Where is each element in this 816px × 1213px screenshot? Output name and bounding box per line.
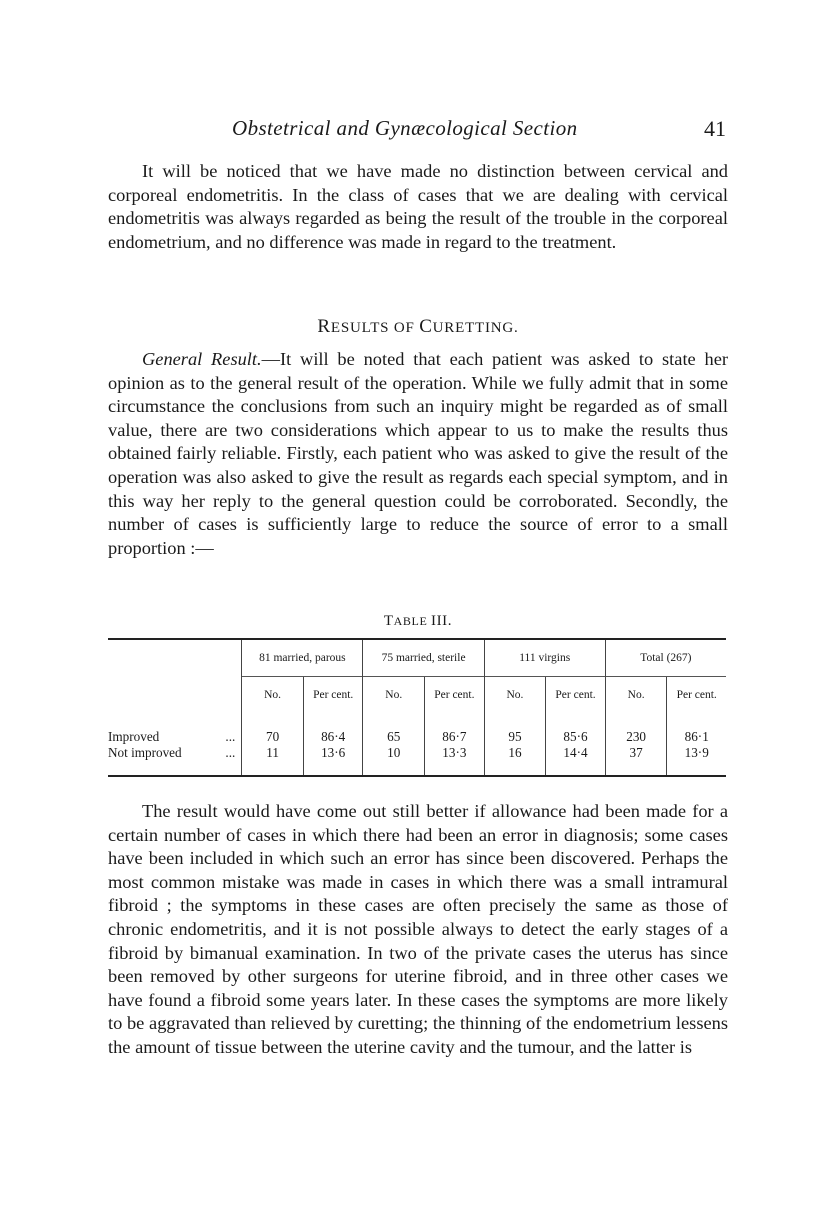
group-header: 111 virgins bbox=[484, 640, 605, 677]
table-subheader-row bbox=[108, 677, 726, 714]
row-label: Not improved bbox=[108, 745, 182, 760]
table-cell: 85·6 bbox=[546, 713, 606, 745]
table-cell: 11 bbox=[242, 745, 304, 775]
general-result-heading: General Result. bbox=[142, 349, 262, 369]
table-cell: 37 bbox=[605, 745, 667, 775]
table-cell: 13·6 bbox=[303, 745, 363, 775]
row-leader: ... bbox=[225, 745, 236, 760]
column-header: Per cent. bbox=[667, 677, 726, 714]
table-group-header-row bbox=[108, 640, 726, 677]
table-cell: 95 bbox=[484, 713, 546, 745]
table-cell: 10 bbox=[363, 745, 425, 775]
table-cell: 16 bbox=[484, 745, 546, 775]
column-header: No. bbox=[484, 677, 546, 714]
table-cell: 65 bbox=[363, 713, 425, 745]
running-title: Obstetrical and Gynæcological Section bbox=[232, 116, 578, 140]
table-cell: 70 bbox=[242, 713, 304, 745]
column-header: No. bbox=[363, 677, 425, 714]
page-number: 41 bbox=[704, 116, 726, 141]
page-header bbox=[108, 116, 728, 146]
paragraph-closing: The result would have come out still better if allowance had been made for a certain number of cases in which there had been an error in diagnosis; some cases have been included in which such an error has since been discovered. Perhaps the most common mistake was made in cases in which there was a small intramural fibroid ; the symptoms in these cases are often precisely the same as those of chronic endometritis, and it is not possible always to detect the early stages of a fibroid by bimanual examination. In two of the private cases the uterus has since been removed by other surgeons for uterine fibroid, and in three other cases we have found a fibroid some years later. In these cases the symptoms are more likely to be aggravated than relieved by curetting; the thinning of the endometrium lessens the amount of tissue between the uterine cavity and the tumour, and the latter is bbox=[108, 801, 728, 1057]
table-cell: 14·4 bbox=[546, 745, 606, 775]
group-header: 81 married, parous bbox=[242, 640, 363, 677]
group-header: 75 married, sterile bbox=[363, 640, 484, 677]
section-title: RESULTS OF CURETTING. bbox=[317, 316, 519, 337]
general-result-body: —It will be noted that each patient was asked to state her opinion as to the general result of the operation. While we fully admit that in some circumstance the conclusions from such an inquiry might be regarded as of small value, there are two considerations which appear to us to make the results thus obtained fairly reliable. Firstly, each patient who was asked to give the result of the operation was also asked to give the result as regards each special symptom, and in this way her reply to the general question could be corroborated. Secondly, the number of cases is sufficiently large to reduce the source of error to a small proportion :— bbox=[108, 349, 728, 558]
row-label: Improved bbox=[108, 729, 160, 744]
table-cell: 86·4 bbox=[303, 713, 363, 745]
group-header: Total (267) bbox=[605, 640, 726, 677]
column-header: No. bbox=[605, 677, 667, 714]
column-header: No. bbox=[242, 677, 304, 714]
table-cell: 13·9 bbox=[667, 745, 726, 775]
table-caption: TABLE III. bbox=[383, 613, 453, 629]
row-leader: ... bbox=[225, 729, 236, 744]
table-cell: 13·3 bbox=[425, 745, 485, 775]
column-header: Per cent. bbox=[425, 677, 485, 714]
column-header: Per cent. bbox=[303, 677, 363, 714]
table-cell: 86·1 bbox=[667, 713, 726, 745]
column-header: Per cent. bbox=[546, 677, 606, 714]
paragraph-general-result bbox=[108, 348, 728, 560]
table-cell: 86·7 bbox=[425, 713, 485, 745]
paragraph-intro: It will be noticed that we have made no distinction between cervical and corporeal endometritis. In the class of cases that we are dealing with cervical endometritis was always regarded as being the result of the trouble in the corporeal endometrium, and no difference was made in regard to the treatment. bbox=[108, 161, 728, 252]
table-row bbox=[108, 745, 726, 775]
table-row bbox=[108, 713, 726, 745]
table-cell: 230 bbox=[605, 713, 667, 745]
results-table bbox=[108, 638, 726, 777]
